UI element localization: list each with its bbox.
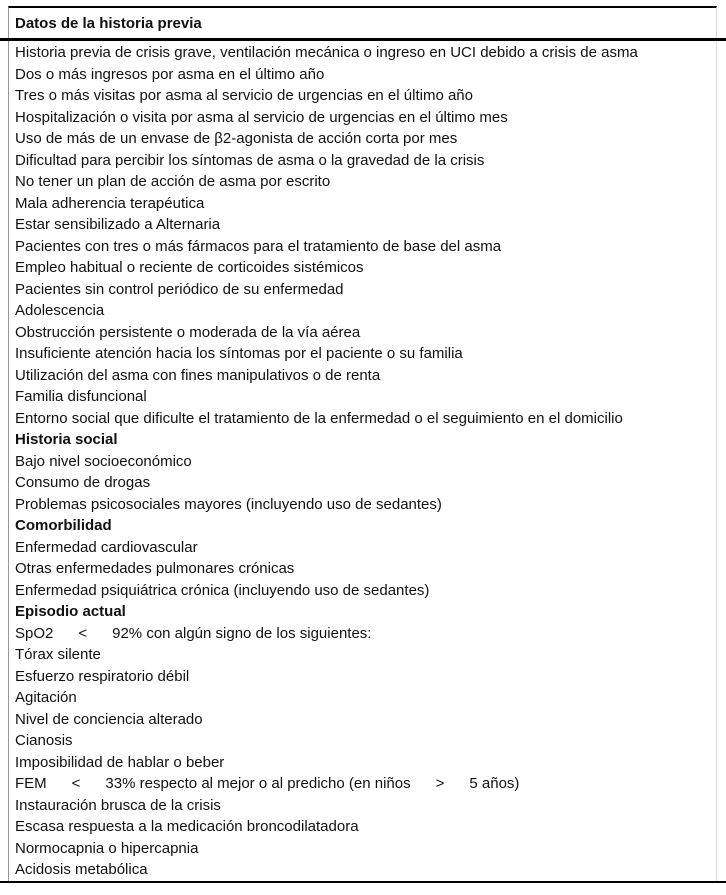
table-row: Familia disfuncional	[15, 388, 147, 405]
table-row: Instauración brusca de la crisis	[15, 796, 221, 814]
table-row: Dificultad para percibir los síntomas de asma o la gravedad de la crisis	[15, 151, 485, 169]
table-row: Agitación	[15, 689, 77, 706]
table-row: Problemas psicosociales mayores (incluyendo uso de sedantes)	[15, 495, 442, 513]
table-row: FEM < 33% respecto al mejor o al predicho (en niños > 5 años)	[15, 775, 520, 792]
table-row: Insuficiente atención hacia los síntomas por el paciente o su familia	[15, 345, 463, 362]
table-bottom-rule	[0, 881, 726, 883]
table-row: Empleo habitual o reciente de corticoides sistémicos	[15, 259, 364, 276]
risk-factors-table	[8, 6, 717, 883]
table-row: Obstrucción persistente o moderada de la vía aérea	[15, 323, 361, 341]
table-row: Entorno social que dificulte el tratamiento de la enfermedad o el seguimiento en el domicilio	[15, 409, 623, 427]
table-row: Historia previa de crisis grave, ventilación mecánica o ingreso en UCI debido a crisis de asma	[15, 44, 638, 61]
section-header-row: Episodio actual	[15, 603, 126, 620]
table-row: Esfuerzo respiratorio débil	[15, 667, 190, 685]
table-row: Bajo nivel socioeconómico	[15, 452, 192, 470]
table-row: Mala adherencia terapéutica	[15, 194, 205, 212]
table-row: Pacientes con tres o más fármacos para el tratamiento de base del asma	[15, 237, 502, 255]
table-row: Cianosis	[15, 732, 73, 749]
table-row: Uso de más de un envase de β2-agonista de acción corta por mes	[15, 130, 458, 147]
table-row: Normocapnia o hipercapnia	[15, 839, 199, 857]
table-row: Dos o más ingresos por asma en el último año	[15, 65, 325, 83]
section-header-row: Historia social	[15, 431, 118, 448]
section-header-row: Comorbilidad	[15, 517, 112, 534]
table-row: Otras enfermedades pulmonares crónicas	[15, 560, 295, 577]
table-row: Hospitalización o visita por asma al servicio de urgencias en el último mes	[15, 108, 508, 126]
table-row: Nivel de conciencia alterado	[15, 710, 203, 728]
table-row: SpO2 < 92% con algún signo de los siguientes:	[15, 624, 372, 642]
table-row: Imposibilidad de hablar o beber	[15, 753, 225, 771]
table-row: Enfermedad psiquiátrica crónica (incluyendo uso de sedantes)	[15, 581, 430, 599]
table-row: Pacientes sin control periódico de su enfermedad	[15, 280, 344, 298]
table-row: Estar sensibilizado a Alternaria	[15, 216, 221, 233]
table-row: No tener un plan de acción de asma por escrito	[15, 173, 331, 190]
table-row: Tórax silente	[15, 646, 101, 663]
table-row: Consumo de drogas	[15, 474, 151, 491]
table-header: Datos de la historia previa	[15, 15, 202, 32]
table-row: Enfermedad cardiovascular	[15, 538, 198, 556]
table-row: Escasa respuesta a la medicación broncodilatadora	[15, 818, 359, 835]
table-row: Acidosis metabólica	[15, 861, 148, 878]
table-row: Tres o más visitas por asma al servicio de urgencias en el último año	[15, 87, 473, 104]
table-row: Adolescencia	[15, 302, 105, 319]
table-body	[9, 41, 716, 881]
table-row: Utilización del asma con fines manipulativos o de renta	[15, 366, 381, 384]
